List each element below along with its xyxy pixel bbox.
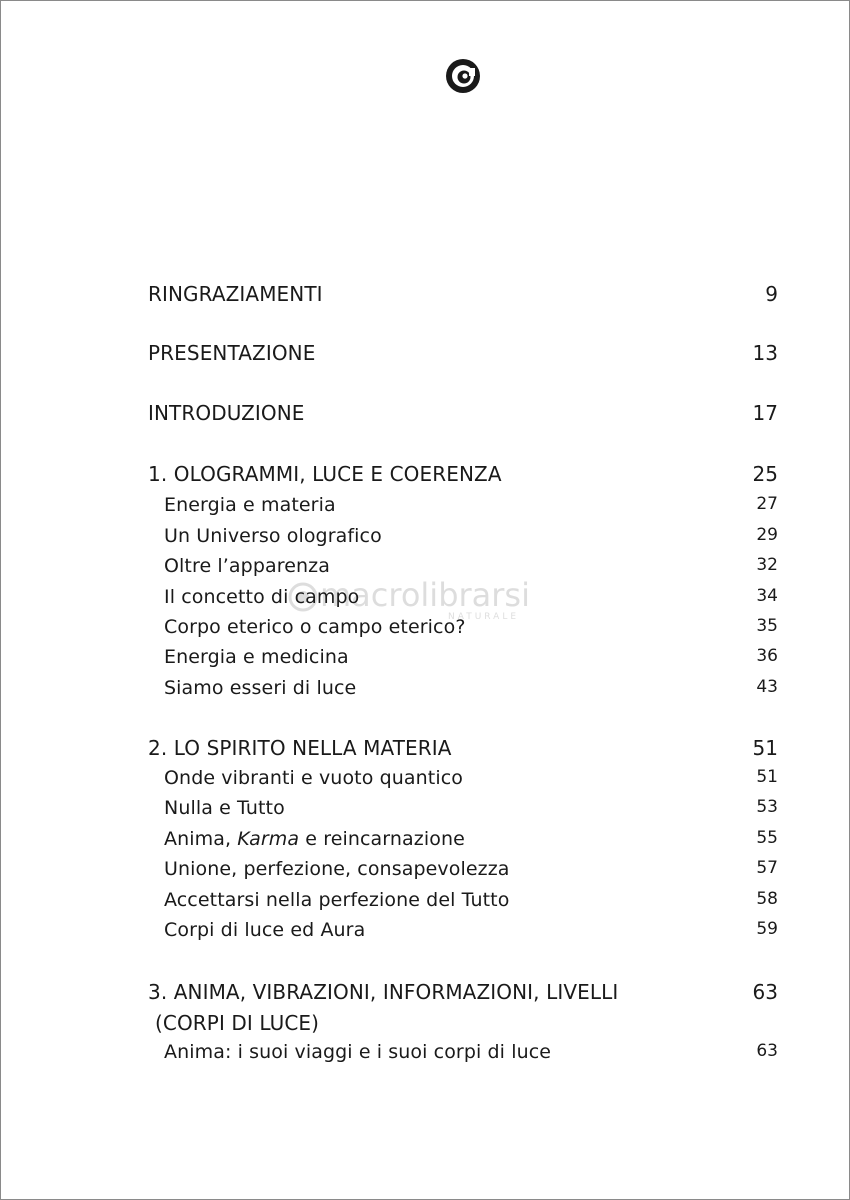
toc-section-title: Corpo eterico o campo eterico? [164,616,466,638]
toc-section-title-part: e reincarnazione [299,828,465,850]
toc-section-title: Nulla e Tutto [164,797,285,819]
toc-section-title: Unione, perfezione, consapevolezza [164,858,510,880]
toc-section-page: 36 [756,646,778,666]
toc-section-title: Un Universo olografico [164,525,382,547]
toc-chapter-page: 51 [752,736,778,760]
toc-section-page: 34 [756,586,778,606]
toc-section-title: Onde vibranti e vuoto quantico [164,767,463,789]
toc-chapter-title: 3. ANIMA, VIBRAZIONI, INFORMAZIONI, LIVELLI [148,980,619,1004]
toc-section-page: 27 [756,494,778,514]
toc-section-title [164,828,465,850]
toc-section-title: Corpi di luce ed Aura [164,919,366,941]
toc-section-page: 51 [756,767,778,787]
toc-chapter-title: 2. LO SPIRITO NELLA MATERIA [148,736,452,760]
toc-section-title: Anima: i suoi viaggi e i suoi corpi di luce [164,1041,552,1063]
toc-chapter-page: 25 [752,462,778,486]
toc-section-page: 59 [756,919,778,939]
toc-section-page: 58 [756,889,778,909]
toc-section-title: Energia e materia [164,494,336,516]
watermark-brand: macrolibrarsi [320,576,530,614]
toc-section-page: 63 [756,1041,778,1061]
toc-chapter-title: 1. OLOGRAMMI, LUCE E COERENZA [148,462,502,486]
toc-section-page: 32 [756,555,778,575]
toc-entry-title: INTRODUZIONE [148,401,305,425]
toc-section-title: Oltre l’apparenza [164,555,330,577]
toc-section-page: 57 [756,858,778,878]
toc-entry-page: 17 [752,401,778,425]
toc-chapter-page: 63 [752,980,778,1004]
toc-section-title: Il concetto di campo [164,586,360,608]
toc-entry-title: RINGRAZIAMENTI [148,282,323,306]
toc-section-title-part: Anima, [164,828,238,850]
toc-entry-page: 13 [752,341,778,365]
toc-chapter-title-continuation: (CORPI DI LUCE) [155,1011,320,1035]
watermark-tagline: NATURALE [448,612,520,622]
toc-section-title: Siamo esseri di luce [164,677,357,699]
toc-section-page: 43 [756,677,778,697]
toc-section-title-italic: Karma [237,828,300,850]
toc-entry-title: PRESENTAZIONE [148,341,316,365]
toc-section-page: 53 [756,797,778,817]
toc-section-title: Energia e medicina [164,646,349,668]
toc-section-page: 35 [756,616,778,636]
toc-entry-page: 9 [765,282,778,306]
toc-section-page: 55 [756,828,778,848]
toc-section-page: 29 [756,525,778,545]
toc-section-title: Accettarsi nella perfezione del Tutto [164,889,510,911]
